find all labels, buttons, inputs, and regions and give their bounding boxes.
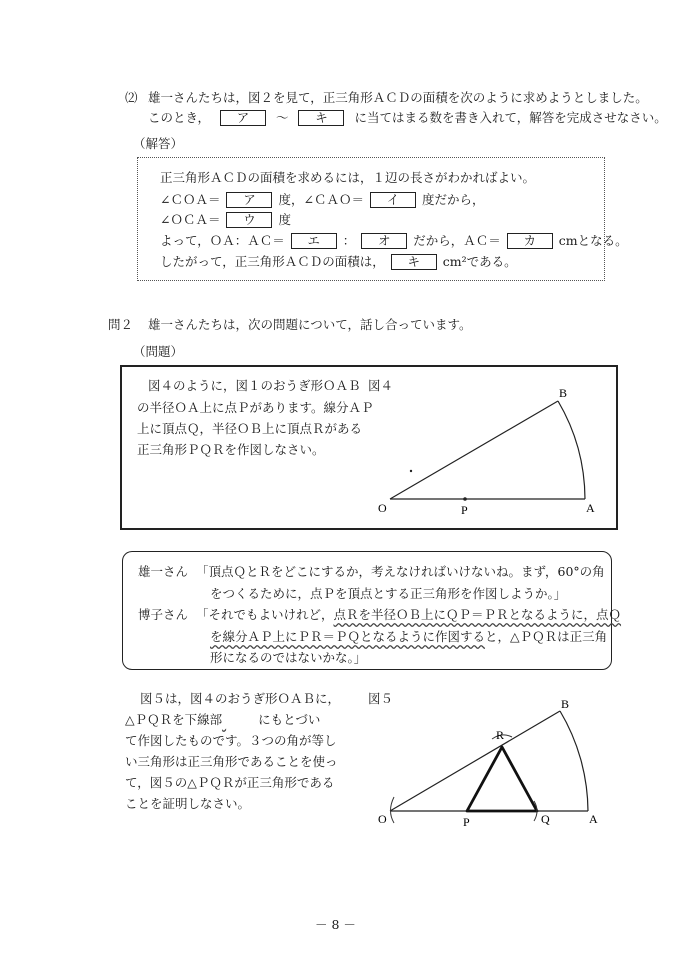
fig5-arc	[560, 711, 588, 811]
fig4-label-a: A	[586, 501, 595, 515]
answer-box-o: オ	[361, 233, 407, 249]
problem-line1: 図４のように，図１のおうぎ形ＯＡＢ	[148, 378, 361, 393]
speech-2-line2	[210, 627, 607, 646]
q2-box-ki: キ	[298, 110, 344, 126]
speech-1-line1: 「頂点ＱとＲをどこにするか，考えなければいけないね。まず，60°の角	[196, 564, 605, 579]
speech-1-line2: をつくるために，点Ｐを頂点とする正三角形を作図しようか。」	[210, 586, 567, 601]
answer-box-a: ア	[226, 192, 272, 208]
q2-line2-post: に当てはまる数を書き入れて，解答を完成させなさい。	[354, 110, 667, 125]
angle-oca-label: ∠ＯＣＡ＝	[160, 212, 221, 227]
angle-coa-label: ∠ＣＯＡ＝	[160, 192, 221, 207]
triangle-pqr	[467, 747, 537, 811]
speech-2-line3: 形になるのではないかな。」	[210, 650, 367, 665]
fig5-line2	[125, 710, 320, 729]
answer-heading: （解答）	[133, 136, 184, 151]
ac-label: だから，ＡＣ＝	[413, 233, 501, 248]
fig4-point-p	[463, 497, 467, 501]
angle-cao-label: 度，∠ＣＡＯ＝	[278, 192, 364, 207]
page-number: － 8 －	[315, 917, 356, 932]
fig5-line5: て，図５の△ＰＱＲが正三角形である	[125, 775, 335, 790]
figure-4	[370, 385, 610, 520]
answer-box-e: エ	[291, 233, 337, 249]
q-main-label: 問２	[108, 317, 134, 332]
fig5-label-o: O	[378, 812, 387, 826]
answer-line2	[160, 190, 484, 209]
speech-2-underlined-1: 点Ｒを半径ＯＢ上にＱＰ＝ＰＲとなるように，点Ｑ	[333, 607, 622, 622]
fig5-line6: ことを証明しなさい。	[125, 796, 251, 811]
fig4-label-b: B	[559, 386, 568, 400]
fig5-line4: い三角形は正三角形であることを使っ	[125, 754, 338, 769]
fig5-label: 図５	[368, 691, 394, 706]
answer-line2-end: 度だから，	[421, 192, 485, 207]
ratio-label: よって，ＯＡ：ＡＣ＝	[160, 233, 285, 248]
answer-line5	[160, 252, 517, 271]
area-label: したがって，正三角形ＡＣＤの面積は，	[160, 254, 385, 269]
answer-box-i: イ	[370, 192, 416, 208]
q2-line2	[148, 108, 667, 127]
q2-box-a: ア	[220, 110, 266, 126]
speech-2-line1-start: 「それでもよいけれど，	[196, 607, 334, 622]
q2-line1: 雄一さんたちは，図２を見て，正三角形ＡＣＤの面積を次のように求めようとしました。	[148, 90, 648, 105]
problem-heading: （問題）	[133, 344, 184, 359]
speaker-2: 博子さん	[138, 607, 189, 622]
fig4-arc	[558, 401, 585, 499]
speech-2-line1	[196, 605, 621, 624]
fig5-label-b: B	[561, 697, 570, 711]
figure-5	[370, 695, 610, 830]
fig4-label: 図４	[368, 378, 394, 393]
problem-line2: の半径ＯＡ上に点Ｐがあります。線分ＡＰ	[137, 400, 374, 415]
answer-line4	[160, 231, 628, 250]
speaker-1: 雄一さん	[138, 564, 189, 579]
ratio-colon: ：	[342, 233, 356, 248]
answer-line3-end: 度	[278, 212, 291, 227]
fig5-label-a: A	[589, 812, 598, 826]
answer-line4-end: cmとなる。	[558, 233, 628, 248]
answer-box-ka: カ	[507, 233, 553, 249]
fig5-label-q: Q	[541, 812, 550, 826]
answer-line1: 正三角形ＡＣＤの面積を求めるには，１辺の長さがわかればよい。	[160, 170, 536, 185]
answer-box-u: ウ	[226, 212, 272, 228]
fig5-label-p: P	[463, 815, 470, 829]
fig4-label-p: P	[461, 503, 468, 517]
fig5-label-r: R	[496, 728, 505, 742]
answer-box-ki: キ	[391, 254, 437, 270]
speech-2-underlined-2: を線分ＡＰ上にＰＲ＝ＰＱとなるように作図する	[210, 629, 486, 644]
fig4-label-o: O	[378, 501, 387, 515]
q2-number: ⑵	[125, 90, 138, 105]
speech-2-line2-end: と，△ＰＱＲは正三角	[485, 629, 608, 644]
problem-line3: 上に頂点Ｑ，半径ＯＢ上に頂点Ｒがある	[137, 421, 363, 436]
problem-line4: 正三角形ＰＱＲを作図しなさい。	[137, 442, 325, 457]
answer-line3	[160, 210, 291, 229]
fig4-stray-dot	[410, 470, 412, 472]
fig5-line1: 図５は，図４のおうぎ形ＯＡＢに，	[140, 691, 341, 706]
fig4-radius-ob	[390, 401, 558, 499]
underline-marker	[222, 710, 258, 729]
q2-line2-pre: このとき，	[148, 110, 211, 125]
fig5-line3: て作図したものです。３つの角が等し	[125, 733, 337, 748]
fig5-line2-end: にもとづい	[258, 712, 321, 727]
fig5-line2-start: △ＰＱＲを下線部	[125, 712, 223, 727]
q2-tilde: ～	[275, 110, 289, 125]
q-main-text: 雄一さんたちは，次の問題について，話し合っています。	[148, 317, 472, 332]
answer-line5-end: cm²である。	[442, 254, 517, 269]
